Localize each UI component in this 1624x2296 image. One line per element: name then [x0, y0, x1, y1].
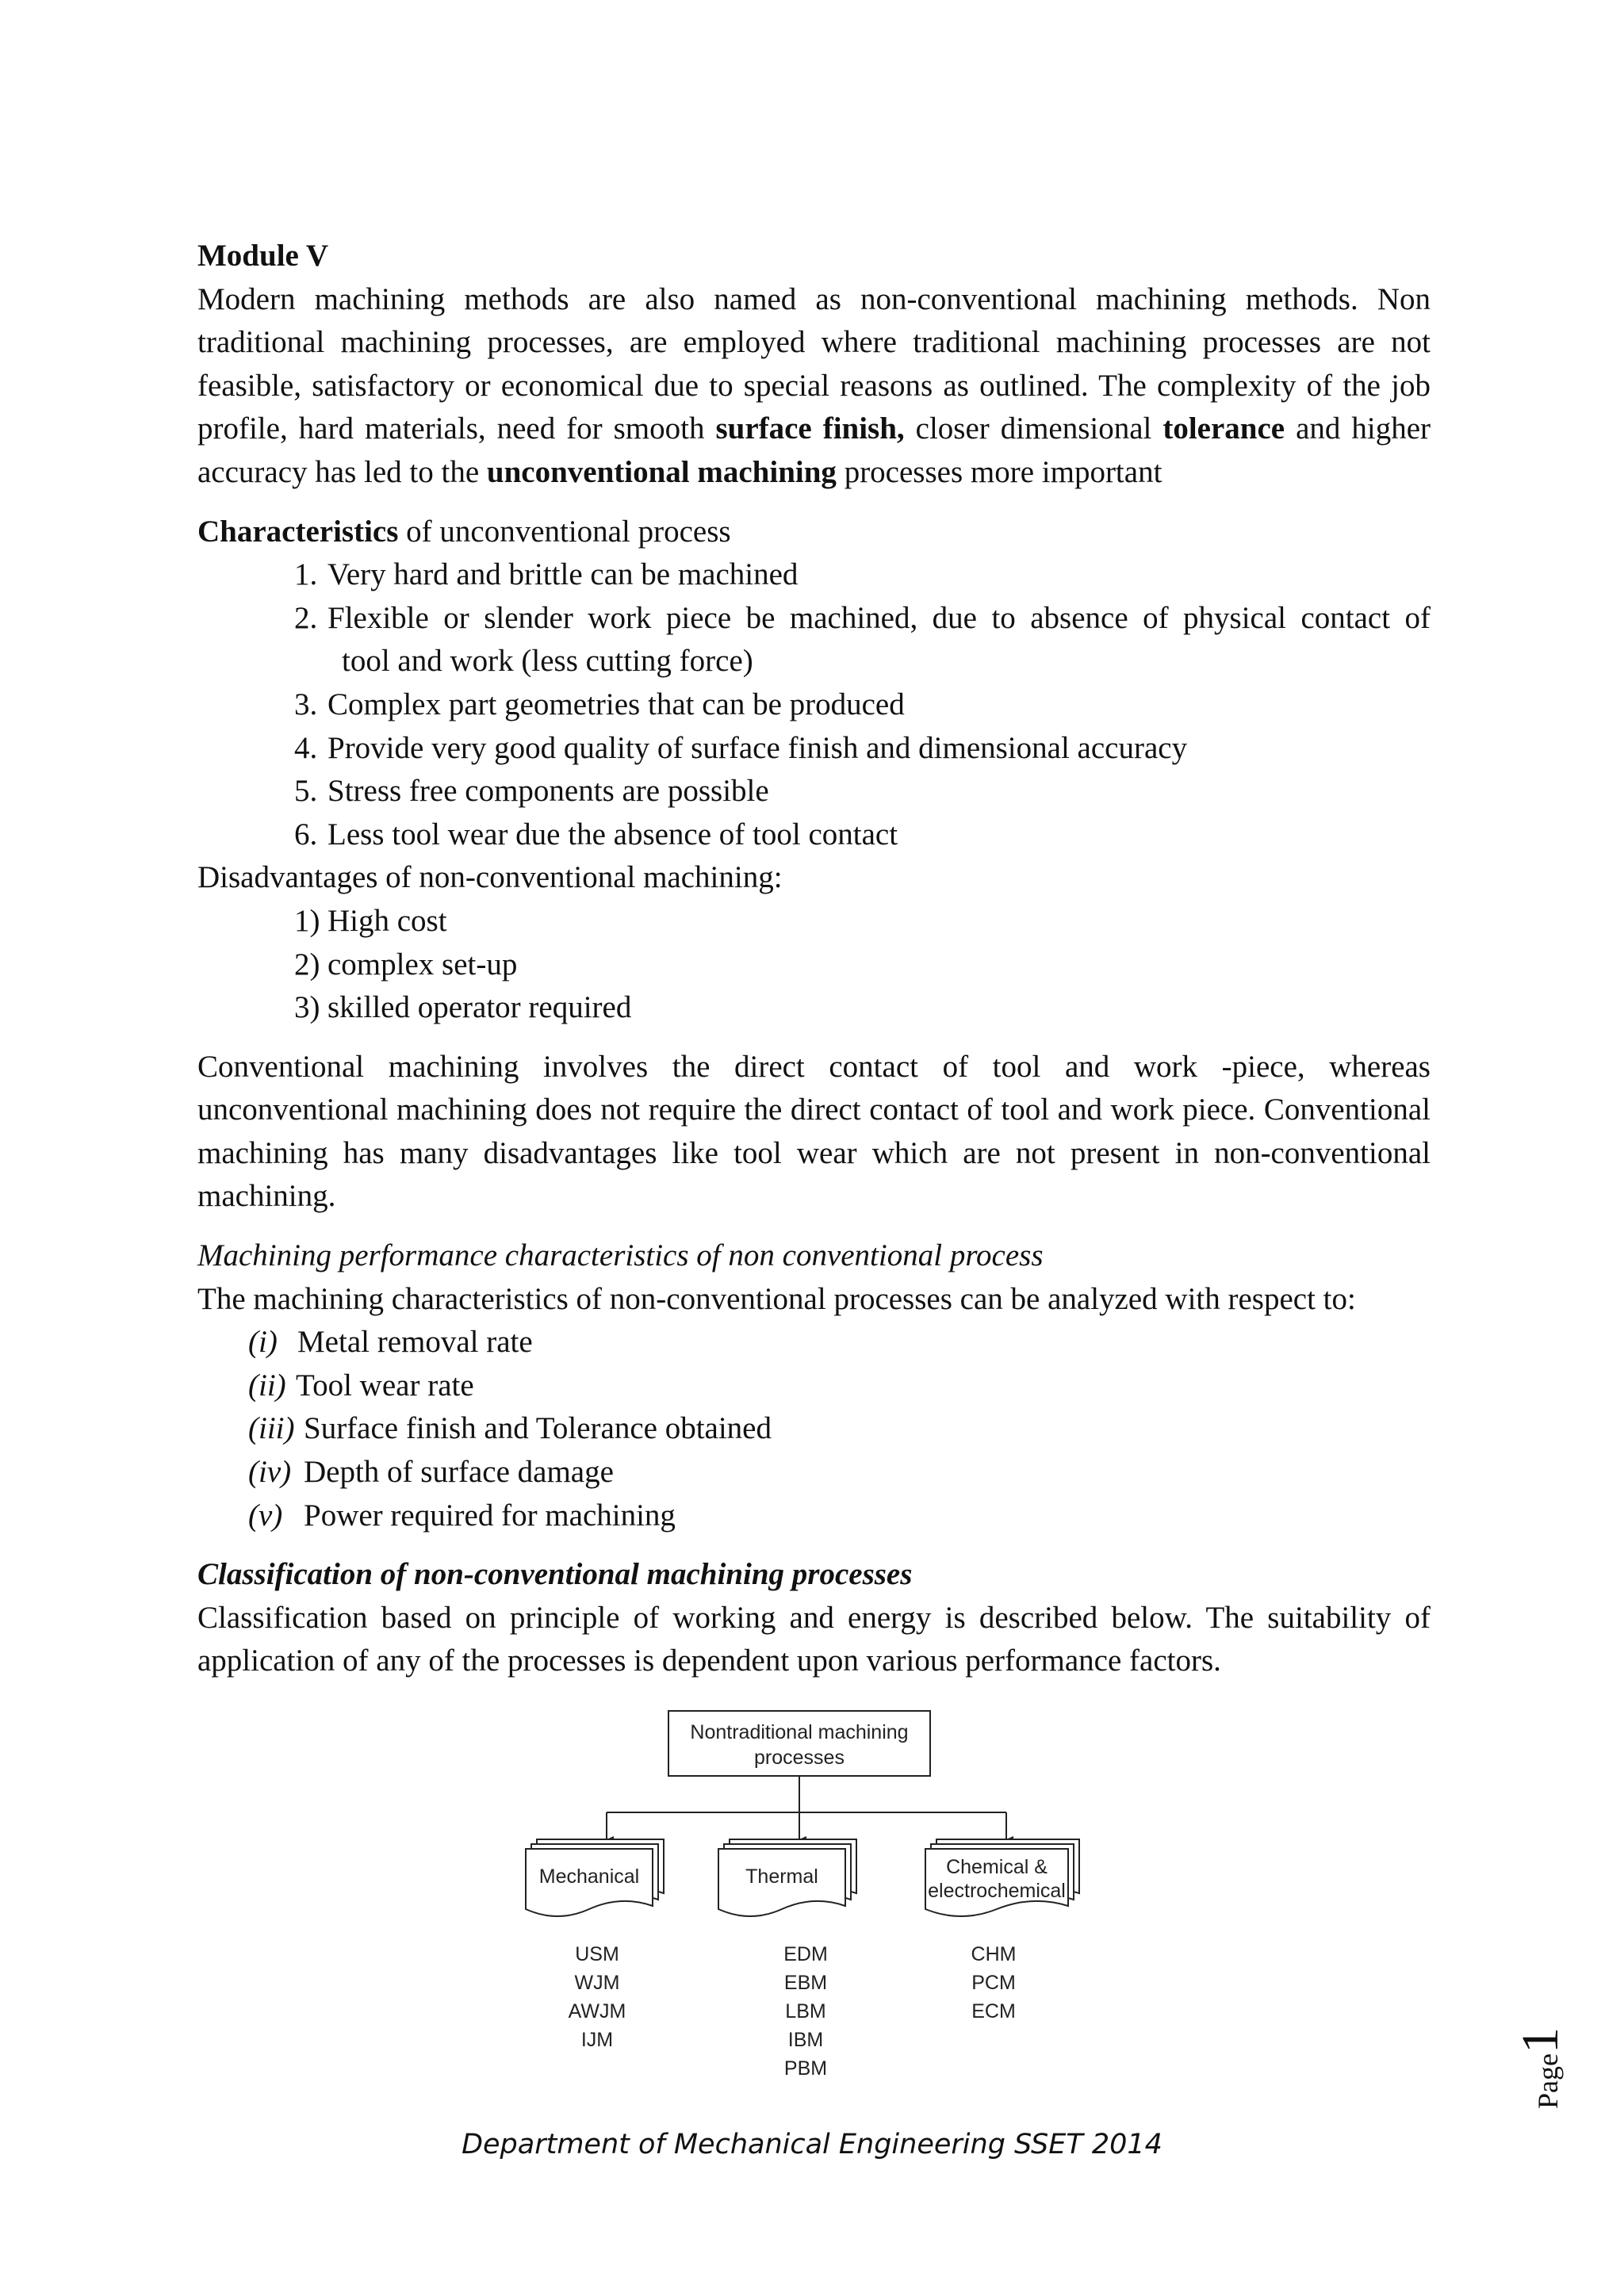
list-item-text: Tool wear rate — [296, 1368, 474, 1402]
process-label: EBM — [783, 1972, 828, 1994]
intro-bold-2: tolerance — [1162, 411, 1285, 446]
intro-text-2: closer dimensional — [904, 411, 1163, 446]
list-item — [294, 813, 1431, 857]
list-item — [294, 900, 1431, 943]
connector-lines — [607, 1776, 1006, 1839]
list-item-number: 4. — [294, 730, 318, 765]
intro-bold-3: unconventional machining — [486, 454, 837, 489]
page-number — [1511, 2014, 1569, 2109]
list-item — [294, 727, 1431, 771]
mechanical-label: Mechanical — [538, 1866, 640, 1888]
page-footer: Department of Mechanical Engineering SSET 2014 — [462, 2129, 1162, 2160]
process-label: ECM — [971, 2000, 1016, 2022]
mechanical-processes — [569, 1943, 626, 2051]
performance-list — [197, 1321, 1431, 1537]
mechanical-node — [526, 1839, 664, 1916]
classification-heading: Classification of non-conventional machining processes — [197, 1557, 913, 1592]
list-item-text: Complex part geometries that can be produced — [327, 687, 905, 721]
list-item — [294, 943, 1431, 987]
list-item-text: Surface finish and Tolerance obtained — [304, 1411, 772, 1446]
page-number-value: 1 — [1511, 2027, 1569, 2054]
list-item-text: Very hard and brittle can be machined — [327, 557, 799, 592]
process-label: IBM — [787, 2029, 824, 2051]
intro-text-1: Modern machining methods are also named as non-conventional machining methods. Non traditional machining processes, are employed where traditional machining processes are not feasible, satisfactory or economical due to special reasons as outlined. The complexity of the job profile, hard materials, need for smooth — [197, 281, 1431, 446]
list-item-text: Depth of surface damage — [304, 1455, 614, 1490]
list-item-number: (iv) — [248, 1455, 292, 1490]
intro-text-4: processes more important — [836, 454, 1162, 489]
characteristics-heading — [197, 511, 1431, 554]
list-item-text: Power required for machining — [304, 1498, 676, 1533]
performance-intro: The machining characteristics of non-conventional processes can be analyzed with respect to: — [197, 1281, 1356, 1316]
thermal-node — [718, 1839, 856, 1916]
chemical-label-line-2: electrochemical — [928, 1880, 1066, 1902]
list-item-text: High cost — [327, 903, 447, 938]
thermal-label: Thermal — [745, 1866, 818, 1888]
intro-paragraph — [197, 278, 1431, 495]
process-label: USM — [575, 1943, 619, 1965]
list-item-number: 3) — [294, 990, 320, 1025]
module-title: Module V — [197, 239, 329, 273]
list-item-number: (ii) — [248, 1368, 286, 1402]
list-item-number: 1) — [294, 903, 320, 938]
list-item-number: 6. — [294, 817, 318, 851]
content-body — [197, 235, 1431, 1683]
process-label: EDM — [783, 1943, 828, 1965]
list-item-number: 3. — [294, 687, 318, 721]
list-item-text: Provide very good quality of surface finish and dimensional accuracy — [327, 730, 1188, 765]
classification-paragraph: Classification based on principle of working and energy is described below. The suitability of application of any of the processes is dependent upon various performance factors. — [197, 1600, 1431, 1678]
list-item-text: Flexible or slender work piece be machined, due to absence of physical contact of — [327, 600, 1431, 635]
list-item-number: (v) — [248, 1498, 283, 1533]
list-item — [294, 770, 1431, 813]
chemical-label-line-1: Chemical & — [946, 1856, 1048, 1878]
characteristics-heading-bold: Characteristics — [197, 514, 399, 549]
list-item — [294, 597, 1431, 683]
chemical-node — [925, 1839, 1079, 1916]
list-item-continuation: tool and work (less cutting force) — [342, 644, 753, 679]
classification-diagram — [523, 1703, 1094, 2084]
page-number-label: Page — [1532, 2053, 1564, 2109]
performance-heading: Machining performance characteristics of non conventional process — [197, 1238, 1044, 1273]
characteristics-list — [197, 553, 1431, 856]
list-item-number: (iii) — [248, 1411, 295, 1446]
process-label: PBM — [783, 2057, 828, 2080]
comparison-paragraph: Conventional machining involves the direct contact of tool and work -piece, whereas unconventional machining does not require the direct contact of tool and work piece. Conventional machining has many disadvantages like tool wear which are not present in non-conventional machining. — [197, 1049, 1431, 1214]
process-label: CHM — [971, 1943, 1017, 1965]
list-item-number: 1. — [294, 557, 318, 592]
disadvantages-heading: Disadvantages of non-conventional machining: — [197, 860, 783, 895]
list-item — [248, 1321, 1431, 1364]
list-item — [248, 1407, 1431, 1451]
chemical-processes — [971, 1943, 1017, 2022]
root-node — [668, 1711, 930, 1776]
list-item — [294, 553, 1431, 597]
list-item — [248, 1494, 1431, 1538]
list-item-number: 2) — [294, 947, 320, 982]
intro-text-3: and higher accuracy has led to the — [197, 411, 1431, 489]
list-item-text: Metal removal rate — [297, 1325, 533, 1360]
root-node-line-1: Nontraditional machining — [690, 1721, 909, 1743]
process-label: PCM — [971, 1972, 1016, 1994]
process-label: AWJM — [568, 2000, 626, 2022]
list-item-text: Less tool wear due the absence of tool contact — [327, 817, 898, 851]
list-item — [294, 683, 1431, 727]
list-item — [248, 1364, 1431, 1408]
list-item — [248, 1451, 1431, 1494]
list-item-text: complex set-up — [327, 947, 518, 982]
disadvantages-list — [197, 900, 1431, 1030]
characteristics-heading-rest: of unconventional process — [398, 514, 731, 549]
intro-bold-1: surface finish, — [715, 411, 905, 446]
list-item-text: skilled operator required — [327, 990, 632, 1025]
process-label: IJM — [580, 2029, 614, 2051]
list-item-text: Stress free components are possible — [327, 774, 769, 809]
thermal-processes — [783, 1943, 828, 2080]
list-item-number: 5. — [294, 774, 318, 809]
list-item-number: (i) — [248, 1325, 278, 1360]
list-item-number: 2. — [294, 600, 318, 635]
root-node-line-2: processes — [754, 1747, 845, 1769]
list-item — [294, 986, 1431, 1030]
process-label: LBM — [785, 2000, 826, 2022]
process-label: WJM — [574, 1972, 620, 1994]
